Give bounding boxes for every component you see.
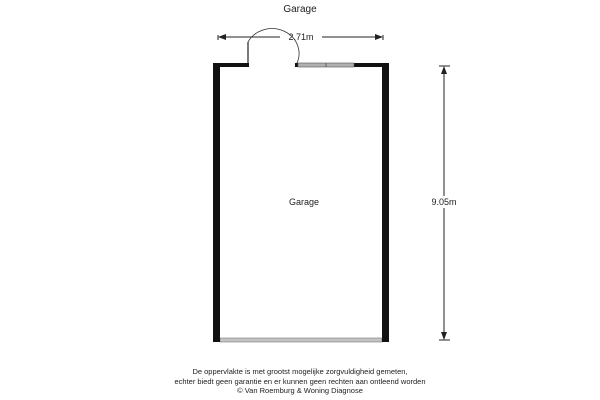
page-title: Garage <box>283 4 317 15</box>
garage-door-panel <box>220 338 382 342</box>
disclaimer <box>0 367 600 396</box>
disclaimer-line-1: De oppervlakte is met grootst mogelijke zorgvuldigheid gemeten, <box>192 367 408 376</box>
garage-door <box>213 338 389 342</box>
top-window <box>298 63 354 67</box>
right-wall <box>382 63 389 341</box>
top-wall-right-segment <box>354 63 389 67</box>
garage-door-jamb-right <box>382 338 389 342</box>
length-dimension <box>424 66 464 340</box>
disclaimer-line-2: echter biedt geen garantie en er kunnen geen rechten aan ontleend worden <box>174 376 426 386</box>
garage-door-jamb-left <box>213 338 220 342</box>
door-frame-right <box>295 63 298 67</box>
left-wall <box>213 63 220 341</box>
top-wall-left-segment <box>213 63 248 67</box>
room-label: Garage <box>288 197 320 207</box>
length-dimension-label: 9.05m <box>431 197 457 207</box>
disclaimer-line-3: © Van Roemburg & Woning Diagnose <box>237 386 363 395</box>
width-dimension <box>218 31 383 42</box>
door-frame-left <box>246 63 249 67</box>
width-dimension-label: 2.71m <box>288 32 314 42</box>
